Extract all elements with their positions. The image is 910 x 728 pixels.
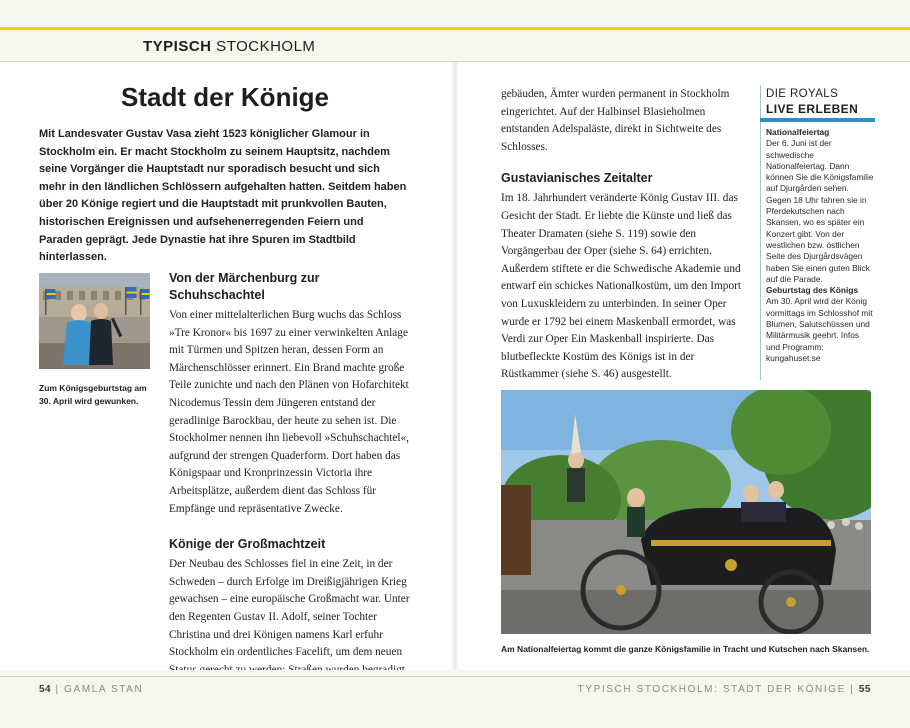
page-number-left: 54 — [39, 684, 52, 695]
page-title: Stadt der Könige — [121, 82, 330, 112]
section-heading: Von der Märchenburg zur Schuhschachtel — [169, 271, 320, 302]
sidebar-box — [766, 127, 874, 364]
footer-separator: | — [850, 684, 855, 695]
continuation-text: gebäuden, Ämter wurden permanent in Stockholm eingerichtet. Auf der Halbinsel Blasieholmen entstanden Adelspaläste, direkt in Sichtweite des Schlosses. — [501, 88, 730, 153]
king-birthday-photo — [39, 273, 150, 369]
small-photo-caption: Zum Königsgeburtstag am 30. April wird gewunken. — [39, 383, 147, 406]
section-heading: Gustavianisches Zeitalter — [501, 171, 653, 186]
right-page-footer — [578, 684, 871, 695]
left-text-column — [169, 270, 412, 697]
sidebar-heading: Geburtstag des Königs — [766, 285, 859, 296]
right-text-column — [501, 86, 745, 384]
section-label-rest: STOCKHOLM — [211, 38, 316, 55]
sidebar-text: Am 30. April wird der König vormittags im Schlosshof mit Blumen, Salutschüssen und Militärmusik geehrt. Infos und Programm: kungahuset.se — [766, 296, 873, 363]
page-gutter — [451, 62, 459, 670]
footer-label-left: GAMLA STAN — [64, 684, 144, 695]
bottom-divider — [0, 676, 910, 677]
sidebar-left-rule — [760, 85, 761, 380]
large-photo-caption: Am Nationalfeiertag kommt die ganze Königsfamilie in Tracht und Kutschen nach Skansen. — [501, 644, 870, 654]
section-body: Der Neubau des Schlosses fiel in eine Zeit, in der Schweden – durch Erfolge im Dreißigjährigen Krieg gewachsen – eine europäische Großmacht war. Unter den Regenten Gustav II. Adolf, seiner Tochter Christina und drei Königen namens Karl erfuhr Stockholm ein ordentliches Facelift, um dem neuen — [169, 558, 410, 659]
top-accent-line — [0, 27, 910, 30]
sidebar-subtitle: LIVE ERLEBEN — [766, 102, 859, 116]
section-label-bold: TYPISCH — [143, 38, 212, 55]
king-birthday-illustration — [39, 273, 150, 369]
royal-carriage-illustration — [501, 390, 871, 634]
section-body: Im 18. Jahrhundert veränderte König Gustav III. das Gesicht der Stadt. Er liebte die Künste und ließ das Theater Dramaten (siehe S. 119) sowie den Vorgängerbau der Oper (siehe S. 64) errichten. Außerdem stiftete er die Schwedische Akademie und entwarf ein schickes Nationalkostüm, um den Import von Luxuskleidern zu unterbinden. In seiner Oper wurde er 1792 bei einem Maskenball ermordet, was Verdi zur Oper Ein Maskenball inspirierte. Das blutbefleckte Kostüm des Königs ist in der Rüstkammer (siehe S. 46) ausgestellt. — [501, 192, 741, 381]
sidebar-title: DIE ROYALS — [766, 88, 839, 100]
section-label — [143, 38, 315, 55]
section-heading: Könige der Großmachtzeit — [169, 537, 326, 552]
national-day-photo — [501, 390, 871, 634]
left-page-footer — [39, 684, 143, 695]
sidebar-heading: Nationalfeiertag — [766, 127, 830, 137]
page-number-right: 55 — [858, 684, 871, 695]
top-band — [0, 0, 910, 62]
footer-separator: | — [55, 684, 60, 695]
footer-label-right: TYPISCH STOCKHOLM: STADT DER KÖNIGE — [577, 684, 846, 695]
sidebar-text: Der 6. Juni ist der schwedische Nationalfeiertag. Dann können Sie die Königsfamilie auf Djurgården sehen. Gegen 18 Uhr fahren sie in Pferdekutschen nach Skansen, wo es später ein Konzert gibt. Von der westlichen bzw. östlichen Seite des Djurgårdsvägen haben Sie einen guten Blick auf die Parade. — [766, 138, 874, 284]
sidebar-title-rule — [760, 118, 875, 122]
bottom-band — [0, 670, 910, 728]
lead-paragraph: Mit Landesvater Gustav Vasa zieht 1523 königlicher Glamour in Stockholm ein. Er macht Stockholm zu seinem Hauptsitz, nachdem seine Vorgänger die Hauptstadt nur sporadisch besucht und sich mehr in den ländlichen Schlössern aufgehalten hatten. Seitdem haben über 20 Könige regiert und die Hauptstadt mit prunkvollen Bauten, historischen Ereignissen und aufsehenerregenden Feiern und Paraden geprägt. Jede Dynastie hat ihre Spuren im Stadtbild hinterlassen. — [39, 128, 407, 264]
section-body: Von einer mittelalterlichen Burg wuchs das Schloss »Tre Kronor« bis 1697 zu einer verwinkelten Anlage mit Türmen und Spitzen heran, dessen Form an Märchenschlösser erinnert. Ein Brand machte große Teile zunichte und nach den Plänen von Hofarchitekt Nicodemus Tessin dem Jüngeren entstand der geradlinige Barockbau, der heute zu sehen ist. Die Stockholmer nennen ihn liebevoll »Schuhschachtel«, aufgrund der strengen Quaderform. Dort haben das Königspaar und Kronprinzessin Victoria ihre Arbeitsplätze, außerdem dient das Schloss für Empfänge und repräsentative Zwecke. — [169, 309, 410, 515]
